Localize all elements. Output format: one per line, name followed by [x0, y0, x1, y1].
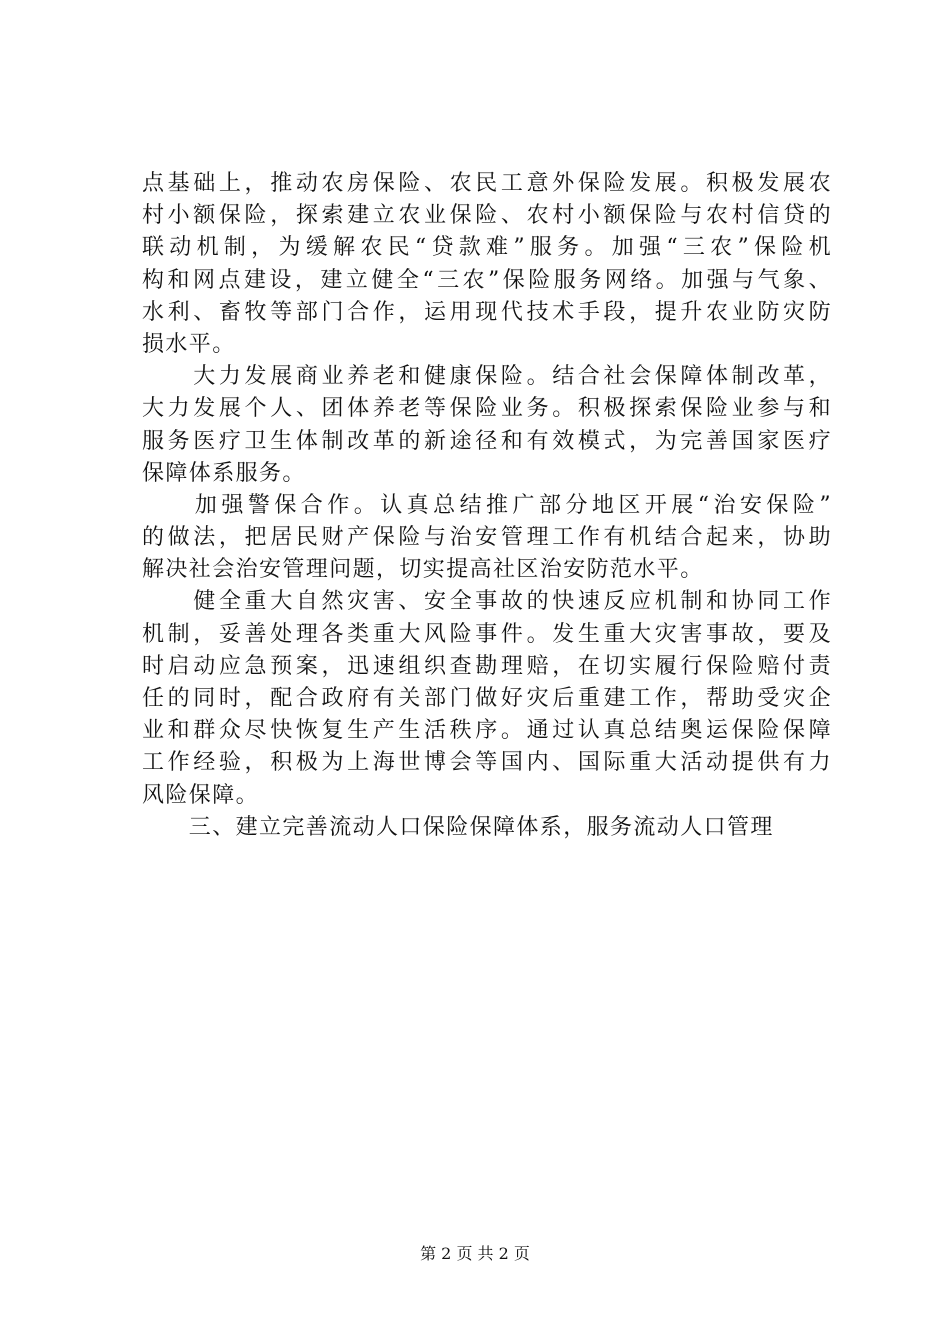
page-number-footer: 第 2 页 共 2 页: [420, 1244, 530, 1263]
text-line: 的做法，把居民财产保险与治安管理工作有机结合起来，协助: [142, 525, 832, 551]
text-line: 健全重大自然灾害、安全事故的快速反应机制和协同工作: [142, 589, 832, 615]
text-line: 联动机制，为缓解农民“贷款难”服务。加强“三农”保险机: [142, 235, 832, 261]
text-line: 损水平。: [142, 331, 236, 357]
text-line: 机制，妥善处理各类重大风险事件。发生重大灾害事故，要及: [142, 621, 832, 647]
text-line: 加强警保合作。认真总结推广部分地区开展“治安保险”: [142, 492, 832, 518]
text-line: 工作经验，积极为上海世博会等国内、国际重大活动提供有力: [142, 750, 832, 776]
text-line: 大力发展商业养老和健康保险。结合社会保障体制改革，: [142, 364, 832, 390]
text-line: 水利、畜牧等部门合作，运用现代技术手段，提升农业防灾防: [142, 299, 832, 325]
text-line: 保障体系服务。: [142, 460, 306, 486]
text-line: 解决社会治安管理问题，切实提高社区治安防范水平。: [142, 557, 704, 583]
text-line: 时启动应急预案，迅速组织查勘理赔，在切实履行保险赔付责: [142, 653, 832, 679]
text-line: 大力发展个人、团体养老等保险业务。积极探索保险业参与和: [142, 396, 832, 422]
text-line: 风险保障。: [142, 782, 260, 808]
text-line: 点基础上，推动农房保险、农民工意外保险发展。积极发展农: [142, 171, 832, 196]
text-line: 构和网点建设，建立健全“三农”保险服务网络。加强与气象、: [142, 267, 832, 293]
text-line: 服务医疗卫生体制改革的新途径和有效模式，为完善国家医疗: [142, 428, 832, 454]
text-line: 业和群众尽快恢复生产生活秩序。通过认真总结奥运保险保障: [142, 718, 832, 744]
document-body: [142, 168, 832, 844]
text-line: 村小额保险，探索建立农业保险、农村小额保险与农村信贷的: [142, 203, 832, 229]
text-line: 任的同时，配合政府有关部门做好灾后重建工作，帮助受灾企: [142, 686, 832, 711]
section-heading-line: 三、建立完善流动人口保险保障体系，服务流动人口管理: [142, 814, 774, 840]
